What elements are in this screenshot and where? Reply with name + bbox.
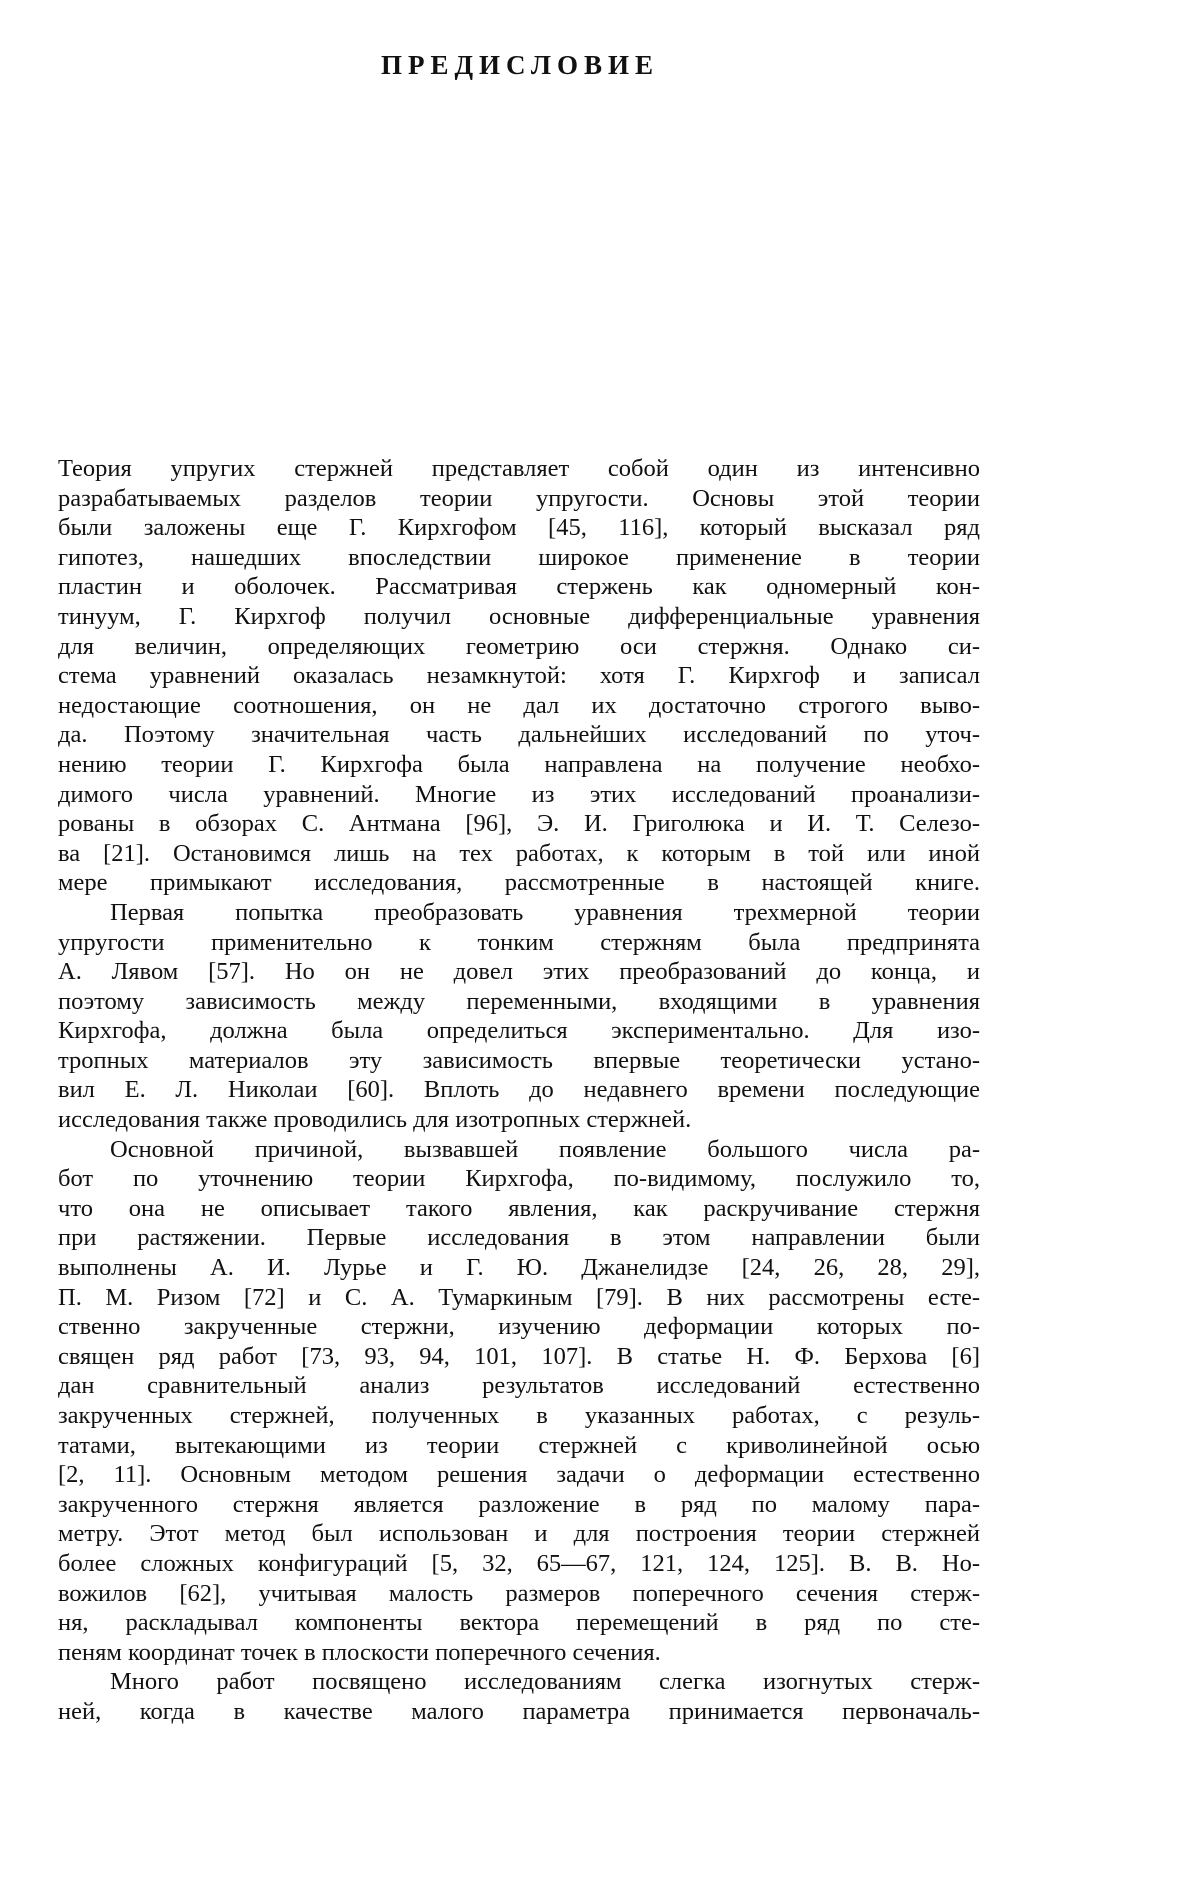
text-line: бот по уточнению теории Кирхгофа, по-видимому, послужило то, (58, 1165, 980, 1193)
text-line: Кирхгофа, должна была определиться экспериментально. Для изо- (58, 1017, 980, 1045)
paragraph-4 (58, 1667, 980, 1726)
paragraph-1 (58, 454, 980, 898)
text-line: пластин и оболочек. Рассматривая стержень как одномерный кон- (58, 573, 980, 601)
text-line: вил Е. Л. Николаи [60]. Вплоть до недавнего времени последующие (58, 1076, 980, 1104)
text-line: дан сравнительный анализ результатов исследований естественно (58, 1372, 980, 1400)
text-line: рованы в обзорах С. Антмана [96], Э. И. Григолюка и И. Т. Селезо- (58, 810, 980, 838)
text-line: [2, 11]. Основным методом решения задачи о деформации естественно (58, 1461, 980, 1489)
text-line: Теория упругих стержней представляет собой один из интенсивно (58, 455, 980, 482)
text-line: поэтому зависимость между переменными, входящими в уравнения (58, 987, 980, 1015)
text-line: ственно закрученные стержни, изучению деформации которых по- (58, 1313, 980, 1341)
text-line: Основной причиной, вызвавшей появление большого числа ра- (110, 1135, 980, 1163)
text-line: да. Поэтому значительная часть дальнейших исследований по уточ- (58, 721, 980, 749)
text-line: татами, вытекающими из теории стержней с криволинейной осью (58, 1431, 980, 1459)
text-line: упругости применительно к тонким стержням была предпринята (58, 928, 980, 956)
text-line: нению теории Г. Кирхгофа была направлена на получение необхо- (58, 750, 980, 778)
text-line: ня, раскладывал компоненты вектора перемещений в ряд по сте- (58, 1609, 980, 1637)
text-line: выполнены А. И. Лурье и Г. Ю. Джанелидзе [24, 26, 28, 29], (58, 1254, 980, 1282)
text-line: исследования также проводились для изотропных стержней. (58, 1106, 692, 1134)
text-line: стема уравнений оказалась незамкнутой: хотя Г. Кирхгоф и записал (58, 662, 980, 690)
page-title: ПРЕДИСЛОВИЕ (380, 50, 660, 80)
text-line: более сложных конфигураций [5, 32, 65—67, 121, 124, 125]. В. В. Но- (58, 1549, 980, 1577)
text-line: А. Лявом [57]. Но он не довел этих преобразований до конца, и (58, 958, 980, 986)
text-line: Много работ посвящено исследованиям слегка изогнутых стерж- (110, 1668, 980, 1696)
text-line: пеням координат точек в плоскости поперечного сечения. (58, 1638, 661, 1666)
text-line: были заложены еще Г. Кирхгофом [45, 116], который высказал ряд (58, 514, 980, 542)
text-line: ней, когда в качестве малого параметра принимается первоначаль- (58, 1697, 980, 1725)
paragraph-2 (58, 898, 980, 1135)
text-line: недостающие соотношения, он не дал их достаточно строгого выво- (58, 691, 980, 719)
text-line: гипотез, нашедших впоследствии широкое применение в теории (58, 543, 980, 571)
text-line: закрученных стержней, полученных в указанных работах, с резуль- (58, 1402, 980, 1429)
text-line: П. М. Ризом [72] и С. А. Тумаркиным [79]. В них рассмотрены есте- (58, 1283, 980, 1311)
text-line: метру. Этот метод был использован и для построения теории стержней (58, 1520, 980, 1548)
text-line: тинуум, Г. Кирхгоф получил основные дифференциальные уравнения (58, 602, 980, 630)
text-line: вожилов [62], учитывая малость размеров поперечного сечения стерж- (58, 1579, 980, 1607)
text-line: закрученного стержня является разложение в ряд по малому пара- (58, 1490, 980, 1518)
text-line: разрабатываемых разделов теории упругости. Основы этой теории (58, 484, 980, 512)
text-line: Первая попытка преобразовать уравнения трехмерной теории (110, 898, 980, 926)
text-line: димого числа уравнений. Многие из этих исследований проанализи- (58, 780, 980, 808)
text-line: для величин, определяющих геометрию оси стержня. Однако си- (58, 632, 980, 660)
text-line: при растяжении. Первые исследования в этом направлении были (58, 1224, 980, 1252)
text-line: ва [21]. Остановимся лишь на тех работах, к которым в той или иной (58, 839, 980, 867)
text-line: тропных материалов эту зависимость впервые теоретически устано- (58, 1046, 980, 1074)
text-line: мере примыкают исследования, рассмотренные в настоящей книге. (58, 869, 980, 897)
text-line: что она не описывает такого явления, как раскручивание стержня (58, 1194, 980, 1222)
paragraph-3 (58, 1135, 980, 1668)
text-line: священ ряд работ [73, 93, 94, 101, 107]. В статье Н. Ф. Берхова [6] (58, 1342, 980, 1370)
preface-body (58, 454, 980, 1727)
